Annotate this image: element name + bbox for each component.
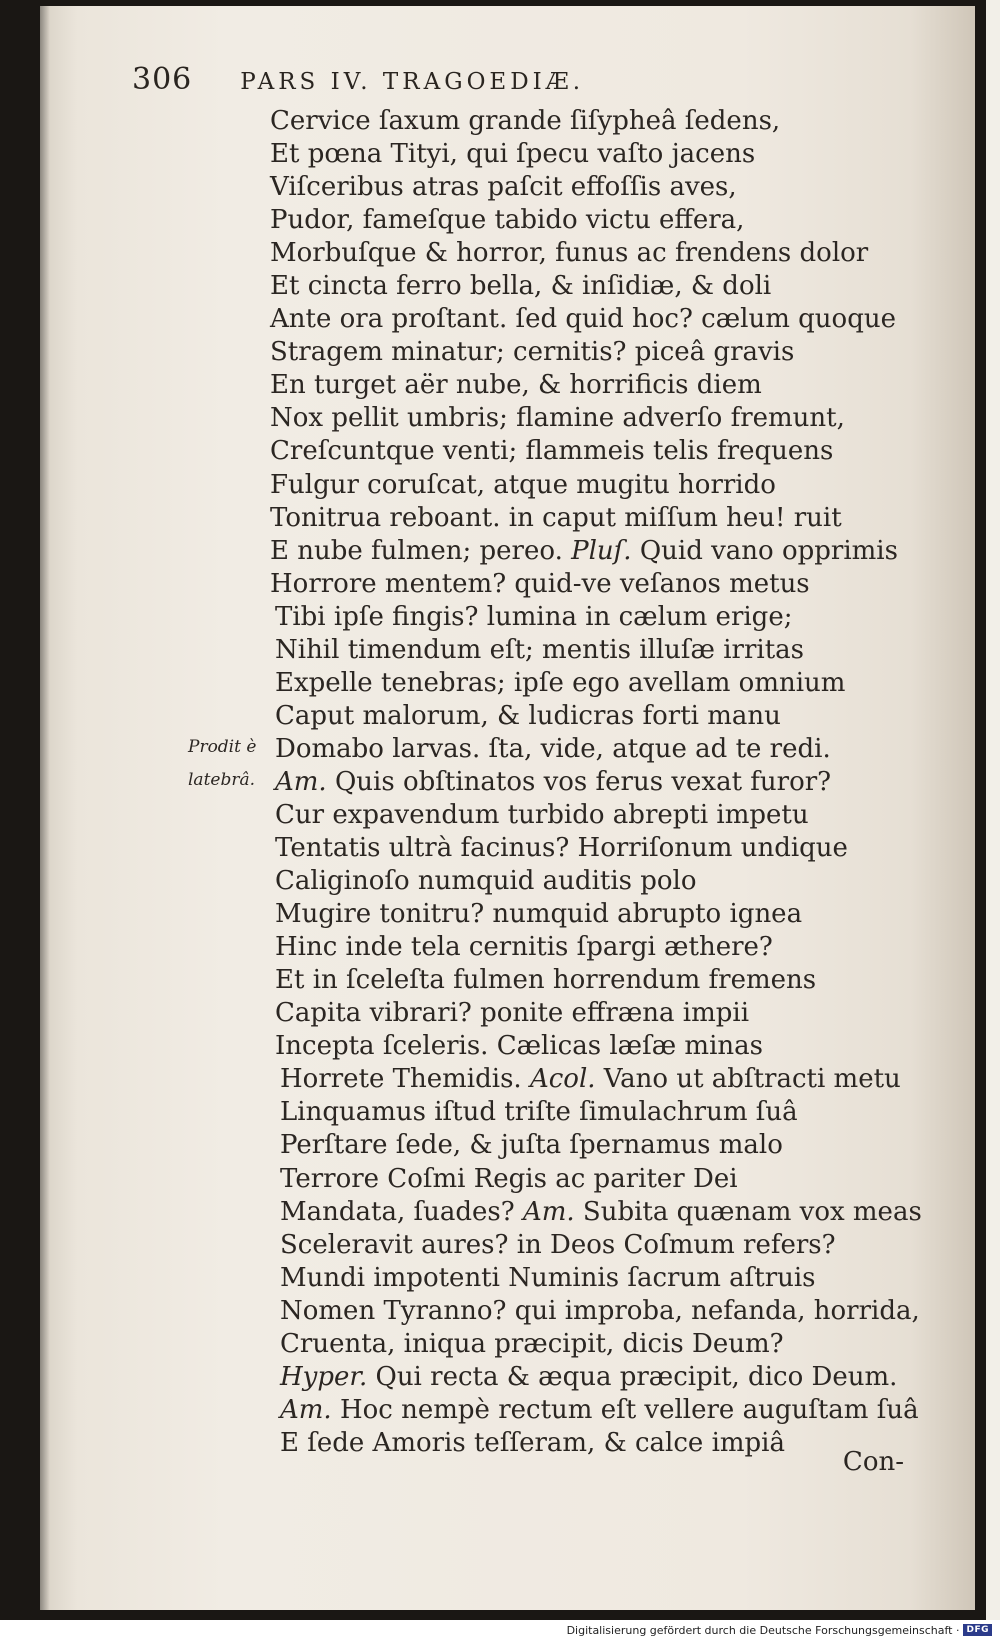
verse-line [270, 469, 960, 502]
verse-line [270, 1295, 960, 1328]
verse-text-segment: Tibi ipſe fingis? lumina in cælum erige; [275, 601, 793, 632]
verse-text-segment: Quis obſtinatos vos ferus vexat furor? [326, 766, 832, 797]
verse-text-segment: Stragem minatur; cernitis? piceâ gravis [270, 337, 795, 368]
verse-text-segment: Creſcuntque venti; flammeis telis frequens [270, 436, 834, 467]
speaker-name: Am. [522, 1196, 575, 1227]
verse-text-segment: Cervice ſaxum grande ſiſypheâ ſedens, [270, 106, 781, 136]
verse-text-segment: Tentatis ultrà facinus? Horriſonum undique [275, 833, 848, 864]
verse-text-segment: Vano ut abſtracti metu [595, 1064, 901, 1095]
verse-line [270, 502, 960, 535]
verse-line [270, 1096, 960, 1129]
verse-text-segment: Horrore mentem? quid-ve veſanos metus [270, 568, 810, 599]
verse-line [270, 270, 960, 303]
verse-line [270, 1262, 960, 1295]
speaker-name: Am. [275, 766, 327, 797]
verse-line [270, 898, 960, 931]
verse-line [270, 369, 960, 402]
dfg-logo: DFG [963, 1624, 992, 1636]
verse-text-segment: Morbuſque & horror, funus ac frendens dolor [270, 238, 869, 269]
verse-line [270, 402, 960, 435]
verse-text-segment: Tonitrua reboant. in caput miſſum heu! ruit [270, 502, 842, 533]
verse-line [270, 634, 960, 667]
margin-note: latebrâ. [188, 770, 256, 790]
verse-line [270, 931, 960, 964]
verse-text-segment: Linquamus iſtud triſte ſimulachrum ſuâ [280, 1097, 798, 1128]
verse-line [270, 1030, 960, 1063]
verse-line [270, 865, 960, 898]
speaker-name: Pluſ. [571, 535, 632, 566]
verse-line [270, 733, 960, 766]
margin-note: Prodit è [188, 737, 257, 757]
verse-text-segment: Incepta ſceleris. Cælicas læſæ minas [275, 1031, 763, 1062]
verse-text-segment: Domabo larvas. ſta, vide, atque ad te redi. [275, 733, 831, 764]
verse-line [270, 204, 960, 237]
footer-credit: Digitalisierung gefördert durch die Deutsche Forschungsgemeinschaft · [566, 1623, 960, 1637]
verse-text-segment: Viſceribus atras paſcit effoſſis aves, [270, 172, 737, 203]
verse-line [270, 568, 960, 601]
verse-line [270, 1063, 960, 1096]
verse-line [270, 601, 960, 634]
verse-line [270, 832, 960, 865]
verse-text [270, 105, 960, 1460]
verse-line [270, 799, 960, 832]
speaker-name: Acol. [529, 1064, 596, 1095]
verse-text-segment: Et cincta ferro bella, & inſidiæ, & doli [270, 271, 772, 302]
verse-text-segment: Hoc nempè rectum eſt vellere auguſtam ſuâ [331, 1394, 919, 1425]
verse-text-segment: Mandata, ſuades? [280, 1196, 523, 1227]
verse-text-segment: Subita quænam vox meas [574, 1196, 922, 1227]
scan-edge [986, 0, 1000, 1620]
verse-text-segment: E ſede Amoris teſſeram, & calce impiâ [280, 1427, 785, 1458]
verse-text-segment: Et in ſceleſta fulmen horrendum fremens [275, 965, 817, 996]
verse-line [270, 1361, 960, 1394]
verse-line [270, 171, 960, 204]
verse-text-segment: Ante ora proſtant. ſed quid hoc? cælum quoque [270, 304, 896, 335]
verse-line [270, 535, 960, 568]
verse-text-segment: Nomen Tyranno? qui improba, nefanda, horrida, [280, 1295, 920, 1326]
verse-line [270, 303, 960, 336]
verse-line [270, 1196, 960, 1229]
verse-line [270, 1163, 960, 1196]
page-number: 306 [132, 62, 193, 97]
speaker-name: Hyper. [280, 1361, 368, 1392]
verse-line [270, 105, 960, 138]
digitization-footer [0, 1620, 1000, 1640]
verse-line [270, 964, 960, 997]
verse-text-segment: Fulgur coruſcat, atque mugitu horrido [270, 469, 776, 500]
verse-text-segment: Nihil timendum eſt; mentis illuſæ irritas [275, 634, 805, 665]
verse-line [270, 1328, 960, 1361]
catchword: Con- [842, 1447, 904, 1477]
verse-line [270, 1394, 960, 1427]
verse-text-segment: Sceleravit aures? in Deos Coſmum refers? [280, 1229, 836, 1260]
verse-text-segment: Qui recta & æqua præcipit, dico Deum. [367, 1361, 898, 1392]
verse-line [270, 1129, 960, 1162]
verse-line [270, 700, 960, 733]
verse-text-segment: Caput malorum, & ludicras forti manu [275, 700, 781, 731]
verse-text-segment: Pudor, fameſque tabido victu efferа, [270, 205, 745, 236]
verse-line [270, 766, 960, 799]
verse-text-segment: Expelle tenebras; ipſe ego avellam omnium [275, 667, 846, 698]
speaker-name: Am. [280, 1394, 332, 1425]
verse-text-segment: Capita vibrari? ponite effræna impii [275, 998, 750, 1029]
verse-text-segment: Cur expavendum turbido abrepti impetu [275, 799, 809, 830]
verse-text-segment: Horrete Themidis. [280, 1064, 530, 1095]
running-head: PARS IV. TRAGOEDIÆ. [240, 69, 585, 95]
verse-text-segment: Mugire tonitru? numquid abrupto ignea [275, 899, 803, 930]
verse-text-segment: Et pœna Tityi, qui ſpecu vaſto jacens [270, 139, 756, 170]
verse-text-segment: Quid vano opprimis [631, 535, 898, 566]
verse-line [270, 1229, 960, 1262]
verse-text-segment: Hinc inde tela cernitis ſpargi æthere? [275, 932, 773, 963]
verse-line [270, 237, 960, 270]
verse-text-segment: Perſtare ſede, & juſta ſpernamus malo [280, 1130, 783, 1161]
verse-text-segment: E nube fulmen; pereo. [270, 535, 572, 566]
verse-line [270, 435, 960, 468]
verse-line [270, 997, 960, 1030]
verse-text-segment: Mundi impotenti Numinis ſacrum aſtruis [280, 1262, 816, 1293]
verse-line [270, 667, 960, 700]
verse-text-segment: Caliginoſo numquid auditis polo [275, 866, 697, 897]
verse-text-segment: En turget aër nube, & horrificis diem [270, 370, 762, 401]
verse-line [270, 138, 960, 171]
gutter-shadow [40, 6, 50, 1610]
verse-line [270, 336, 960, 369]
page-header [132, 62, 584, 108]
verse-text-segment: Cruenta, iniqua præcipit, dicis Deum? [280, 1328, 784, 1359]
verse-text-segment: Nox pellit umbris; flamine adverſo fremunt, [270, 403, 845, 434]
verse-text-segment: Terrore Coſmi Regis ac pariter Dei [280, 1163, 738, 1194]
